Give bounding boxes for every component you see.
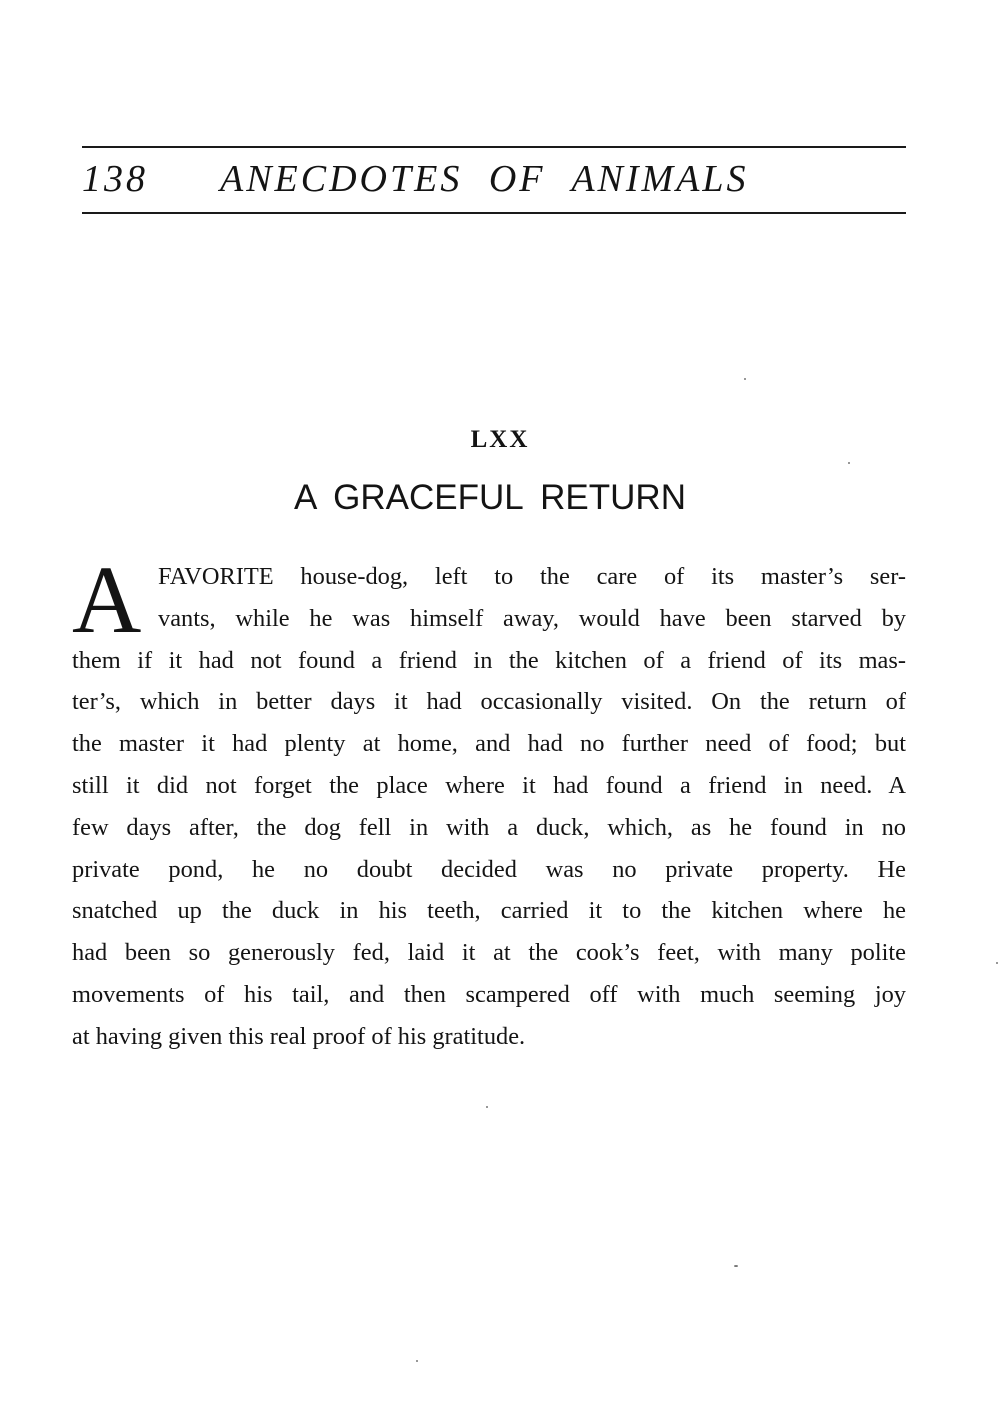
text-line: vants, while he was himself away, would have been starved by [158,604,906,632]
chapter-title: A GRACEFUL RETURN [294,478,686,517]
text-line: FAVORITE house-dog, left to the care of its master’s ser- [158,563,906,590]
scan-speck [486,1106,488,1108]
text-line: snatched up the duck in his teeth, carried it to the kitchen where he [72,897,906,925]
drop-cap: A [72,546,142,653]
text-line: still it did not forget the place where it had found a friend in need. A [72,771,906,799]
chapter-number: LXX [470,426,530,453]
text-line: ter’s, which in better days it had occasionally visited. On the return of [72,688,906,716]
text-line: movements of his tail, and then scampered off with much seeming joy [72,980,906,1008]
scan-speck [744,378,746,380]
scan-speck [734,1265,738,1267]
header-top-rule [82,146,906,148]
text-line: had been so generously fed, laid it at the cook’s feet, with many polite [72,939,906,967]
running-head [82,152,906,206]
text-line: them if it had not found a friend in the kitchen of a friend of its mas- [72,646,906,674]
scan-speck [996,962,998,964]
text-line: few days after, the dog fell in with a duck, which, as he found in no [72,813,906,841]
scan-speck [416,1360,418,1362]
book-title: ANECDOTES OF ANIMALS [220,158,749,200]
scan-speck [848,462,850,464]
header-bottom-rule [82,212,906,214]
text-line: at having given this real proof of his gratitude. [72,1022,526,1050]
page-number: 138 [82,158,148,200]
body-paragraph [72,546,906,1058]
text-line: the master it had plenty at home, and had no further need of food; but [72,730,906,758]
text-line: private pond, he no doubt decided was no private property. He [72,855,906,883]
